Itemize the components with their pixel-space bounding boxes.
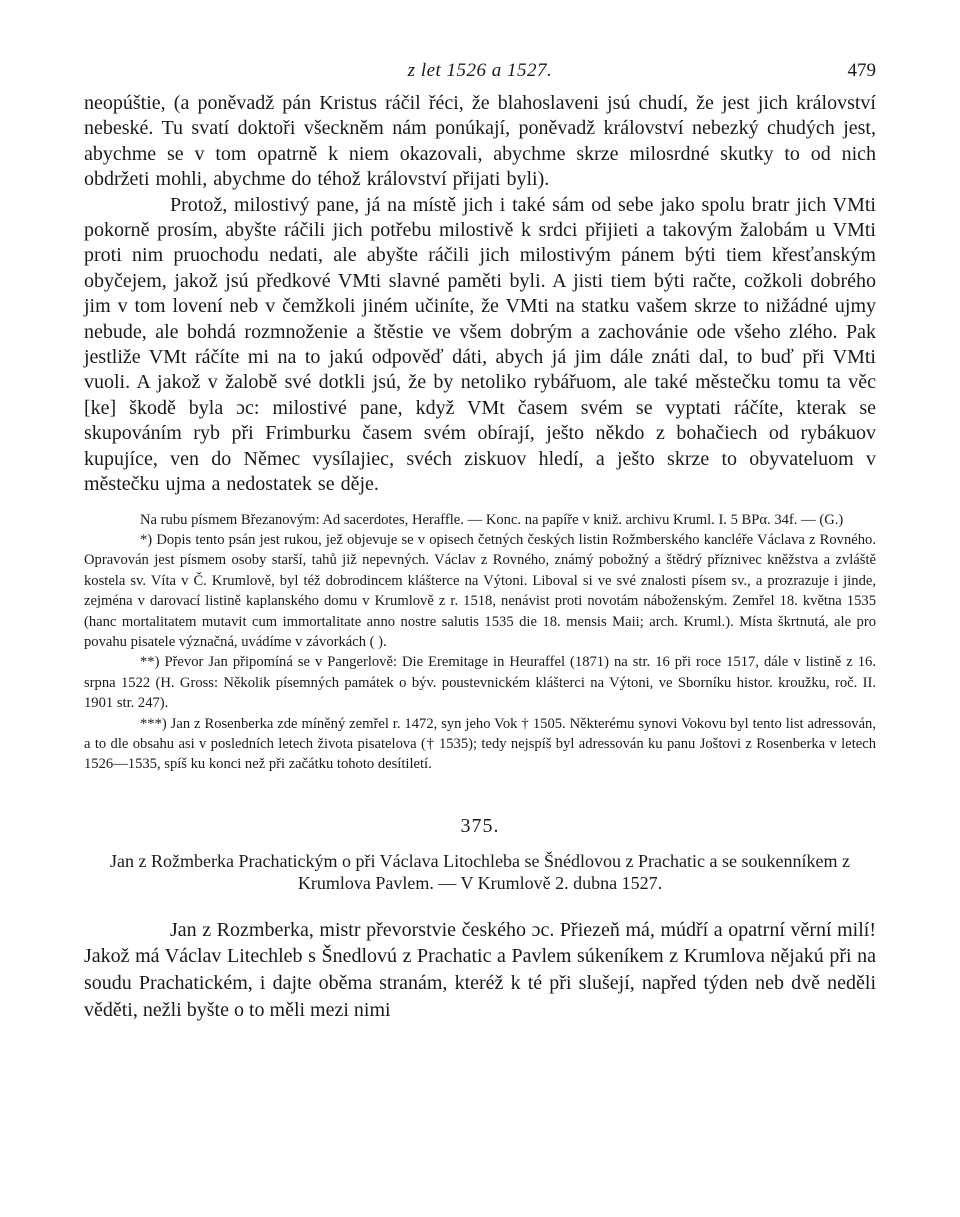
footnote-2: **) Převor Jan připomíná se v Pangerlově: Die Eremitage in Heuraffel (1871) na str. 16 při roce 1517, dále v listině z 16. srpna 1522 (H. Gross: Několik písemných památek o býv. poustevnickém klášterci na Výtoni, ve Sborníku histor. kroužku, roč. II. 1901 str. 247). [84, 654, 876, 712]
page-header [84, 60, 876, 90]
footnotes [84, 510, 876, 775]
page-number: 479 [847, 60, 876, 81]
letter-text [84, 917, 876, 1023]
paragraph-1: neopúštie, (a poněvadž pán Kristus ráčil řéci, že blahoslaveni jsú chudí, že jest jich království nebeské. Tu svatí doktoři všeckněm nám ponúkají, poněvadž království nebezký chudých jest, abychme se v tom opatrně k niem okazovali, abychme skrze milosrdné skutky to od nich obdržeti mohli, abychme do téhož království přijati byli). [84, 92, 876, 191]
running-head: z let 1526 a 1527. [407, 60, 553, 81]
document-number: 375. [460, 814, 500, 837]
letter-paragraph: Jan z Rozmberka, mistr převorstvie českého ɔc. Přiezeň má, múdří a opatrní věrní milí! Jakož má Václav Litechleb s Šnedlovú z Prachatic a Pavlem súkeníkem z Krumlova nějakú při na soudu Prachatickém, i dajte oběma stranám, kteréž k té při slušejí, napřed týden neb dvě neděli věděti, nežli byšte o to měli mezi nimi [84, 918, 876, 1021]
footnote-1: *) Dopis tento psán jest rukou, jež objevuje se v opisech četných českých listin Rožmberského kancléře Václava z Rovného. Opravován jest písmem osoby starší, tahů již nepevných. Václav z Rovného, známý pobožný a štědrý příznivec kněžstva a zvláště kostela sv. Víta v Č. Krumlově, byl též dobrodincem klášterce na Výtoni. Liboval si ve své znalosti písem sv., a prozrazuje i jinde, zejména v darovací listině kaplanského domu v Krumlově z r. 1518, nenávist proti novotám náboženským. Zemřel 18. května 1535 (hanc mortalitatem mutavit cum immortalitate anno nostre salutis 1535 die 18. mensis Maii; arch. Kruml.). Místa škrtnutá, ale pro povahu pisatele význačná, uvádíme v závorkách ( ). [84, 531, 876, 650]
footnote-3: ***) Jan z Rosenberka zde míněný zemřel r. 1472, syn jeho Vok † 1505. Některému synovi Vokovu byl tento list adressován, a to dle obsahu asi v posledních letech života pisatelova († 1535); tedy nejspíš byl adressován ku panu Joštovi z Rosenberka v letech 1526—1535, spíš ku konci než při začátku tohoto desítiletí. [84, 715, 876, 773]
document-heading: Jan z Rožmberka Prachatickým o při Václava Litochleba se Šnédlovou z Prachatic a se soukenníkem z Krumlova Pavlem. — V Krumlově 2. dubna 1527. [110, 850, 850, 893]
paragraph-2: Protož, milostivý pane, já na místě jich i také sám od sebe jako spolu bratr jich VMti pokorně prosím, abyšte ráčili jich potřebu milostivě k srdci přijieti a takovým žalobám u VMti proti nim pruochodu nedati, ale abyšte ráčili jich milostivým pánem býti tiem křesťanským obyčejem, jakož jsú předkové VMti slavné paměti byli. A jisti tiem býti račte, cožkoli dobrého jim v tom lovení neb v čemžkoli jiném učiníte, že VMti na statku vašem skrze to nižádné ujmy nebude, ale bohdá rozmnoženie a štěstie ve všem dobrým a zachovánie ode všeho zlého. Pak jestliže VMt ráčíte mi na to jakú odpověď dáti, abych já jim dále znáti dal, to buď při VMti vuoli. A jakož v žalobě své dotkli jsú, že by netoliko rybářuom, ale také městečku tomu ta věc [ke] škodě byla ɔc: milostivé pane, když VMt časem svém se vyptati ráčíte, kterak se skupováním ryb při Frimburku časem svém obírají, ješto někdo z bohačiech od rybákuov kupujíce, ven do Němec vysílajiec, svéch ziskuov hledí, a ješto skrze to obyvateluom v městečku ujma a nedostatek se děje. [84, 193, 876, 496]
main-text [84, 91, 876, 498]
page [84, 60, 876, 1023]
archival-note: Na rubu písmem Březanovým: Ad sacerdotes, Heraffle. — Konc. na papíře v kniž. archivu Kruml. I. 5 BPα. 34f. — (G.) [140, 511, 844, 528]
